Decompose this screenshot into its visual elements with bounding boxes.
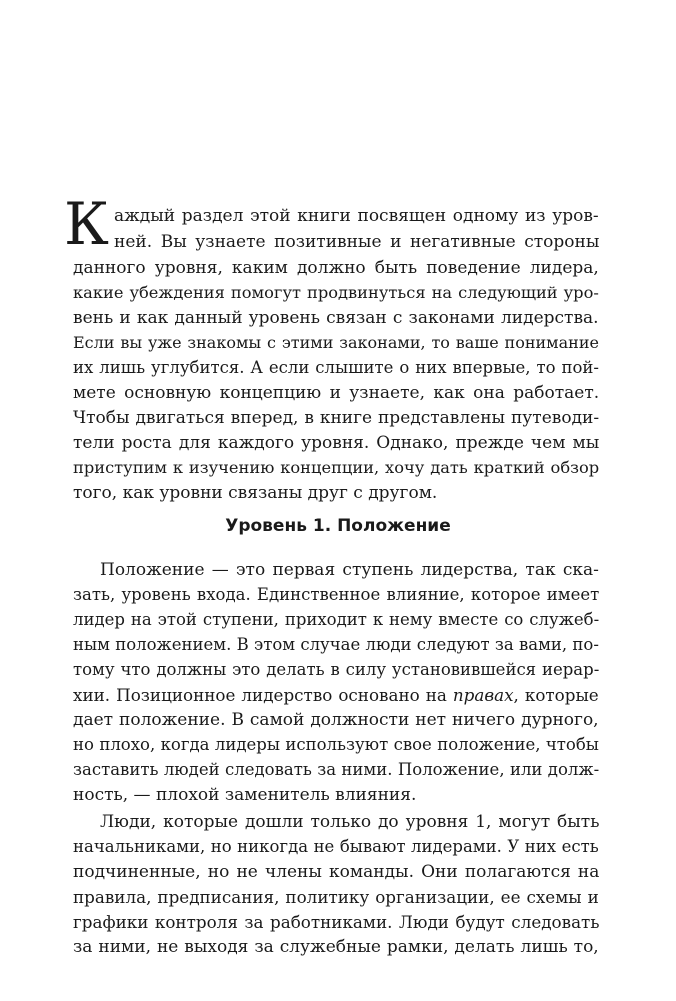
italic-word: правах [452,685,514,705]
intro-line: Чтобы двигаться вперед, в книге представлены путеводи- [73,408,600,428]
intro-line: какие убеждения помогут продвинуться на следующий уро- [73,283,599,302]
paragraph-line: заставить людей следовать за ними. Положение, или долж- [73,760,600,779]
paragraph-line: лидер на этой ступени, приходит к нему вместе со служеб- [73,610,600,629]
paragraph-line: Люди, которые дошли только до уровня 1, могут быть [100,812,600,832]
intro-line: аждый раздел этой книги посвящен одному из уров- [114,206,599,226]
paragraph-line: зать, уровень входа. Единственное влияние, которое имеет [73,585,600,604]
line-text: , которые [513,685,599,705]
intro-line: того, как уровни связаны друг с другом. [73,483,438,503]
intro-line: их лишь углубится. А если слышите о них впервые, то пой- [73,358,599,377]
paragraph-line: подчиненные, но не члены команды. Они полагаются на [73,862,600,882]
intro-line: ней. Вы узнаете позитивные и негативные стороны [114,232,600,252]
paragraph-line: но плохо, когда лидеры используют свое положение, чтобы [73,735,599,754]
intro-line: тели роста для каждого уровня. Однако, прежде чем мы [73,433,600,453]
paragraph-line: ность, — плохой заменитель влияния. [73,785,417,805]
intro-line: Если вы уже знакомы с этими законами, то ваше понимание [73,333,599,352]
intro-line: мете основную концепцию и узнаете, как она работает. [73,383,600,403]
paragraph-line: тому что должны это делать в силу установившейся иерар- [73,660,600,679]
paragraph-line: правила, предписания, политику организации, ее схемы и [73,887,599,907]
paragraph-line: ным положением. В этом случае люди следуют за вами, по- [73,635,599,654]
intro-line: приступим к изучению концепции, хочу дать краткий обзор [73,458,600,477]
drop-cap: К [64,190,109,258]
intro-line: данного уровня, каким должно быть поведение лидера, [73,258,599,278]
paragraph-line: начальниками, но никогда не бывают лидерами. У них есть [73,837,599,856]
intro-line: вень и как данный уровень связан с законами лидерства. [73,308,599,328]
paragraph-line: графики контроля за работниками. Люди будут следовать [73,912,600,932]
paragraph-line: за ними, не выходя за служебные рамки, делать лишь то, [73,937,599,957]
paragraph-line: дает положение. В самой должности нет ничего дурного, [73,710,599,730]
section-heading: Уровень 1. Положение [225,516,451,536]
line-text: хии. Позиционное лидерство основано на [73,685,447,705]
paragraph-line: Положение — это первая ступень лидерства, так ска- [100,560,599,580]
paragraph-line [73,683,599,707]
